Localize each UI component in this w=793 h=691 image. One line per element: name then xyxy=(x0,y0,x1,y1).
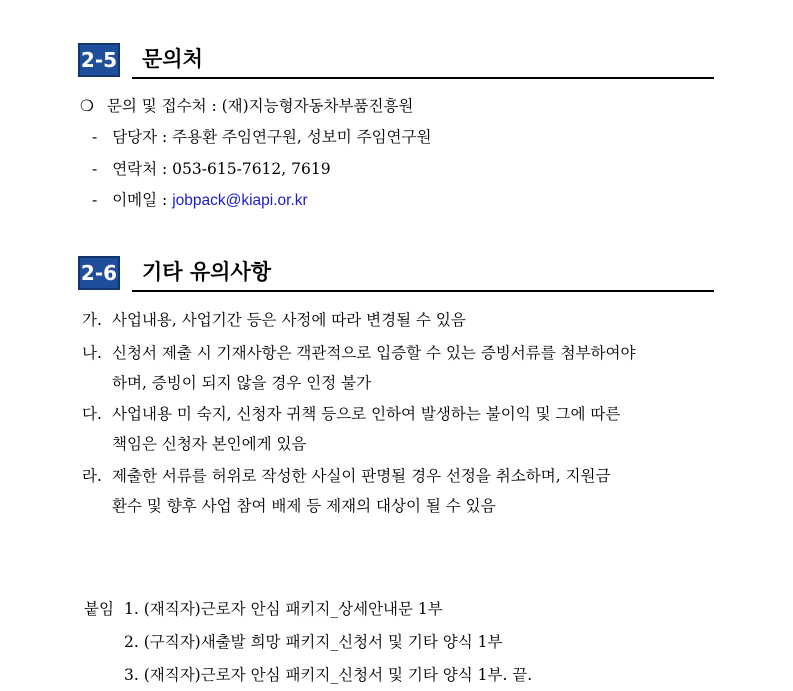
section-header-2-6 xyxy=(78,256,714,290)
note-text-continued: 하며, 증빙이 되지 않을 경우 인정 불가 xyxy=(112,374,372,392)
note-marker: 나. xyxy=(82,344,102,362)
dash-bullet: - xyxy=(92,160,98,178)
attachment-item: 1. (재직자)근로자 안심 패키지_상세안내문 1부 xyxy=(124,600,443,618)
contact-phone-line xyxy=(92,158,331,180)
note-marker: 다. xyxy=(82,405,102,423)
contact-phone-text: 연락처 : 053-615-7612, 7619 xyxy=(112,160,331,178)
note-text: 사업내용 미 숙지, 신청자 귀책 등으로 인하여 발생하는 불이익 및 그에 따른 xyxy=(112,405,621,423)
contact-email-label: 이메일 : xyxy=(112,191,173,209)
section-underline xyxy=(132,290,714,292)
section-title: 문의처 xyxy=(142,47,203,71)
contact-main-line xyxy=(80,95,413,117)
note-text: 사업내용, 사업기간 등은 사정에 따라 변경될 수 있음 xyxy=(112,311,466,329)
attachment-label: 붙임 xyxy=(84,600,114,618)
section-header-2-5 xyxy=(78,43,714,77)
attachment-item: 2. (구직자)새출발 희망 패키지_신청서 및 기타 양식 1부 xyxy=(124,633,503,651)
dash-bullet: - xyxy=(92,128,98,146)
section-underline xyxy=(132,77,714,79)
dash-bullet: - xyxy=(92,191,98,209)
note-item xyxy=(82,461,722,521)
contact-email-line xyxy=(92,189,308,212)
section-number-badge: 2-6 xyxy=(78,256,120,290)
note-item xyxy=(82,305,722,335)
contact-manager-text: 담당자 : 주용환 주임연구원, 성보미 주임연구원 xyxy=(112,128,432,146)
section-number-badge: 2-5 xyxy=(78,43,120,77)
attachment-item: 3. (재직자)근로자 안심 패키지_신청서 및 기타 양식 1부. 끝. xyxy=(124,666,533,684)
note-marker: 가. xyxy=(82,311,102,329)
note-marker: 라. xyxy=(82,467,102,485)
note-text: 제출한 서류를 허위로 작성한 사실이 판명될 경우 선정을 취소하며, 지원금 xyxy=(112,467,611,485)
section-title: 기타 유의사항 xyxy=(142,260,272,284)
note-item xyxy=(82,399,722,459)
note-item xyxy=(82,338,722,398)
note-text-continued: 환수 및 향후 사업 참여 배제 등 제재의 대상이 될 수 있음 xyxy=(112,497,496,515)
contact-main-text: 문의 및 접수처 : (재)지능형자동차부품진흥원 xyxy=(106,97,414,115)
note-text-continued: 책임은 신청자 본인에게 있음 xyxy=(112,435,307,453)
contact-manager-line xyxy=(92,126,431,148)
circle-bullet-icon: ❍ xyxy=(80,97,94,115)
contact-email-link[interactable]: jobpack@kiapi.or.kr xyxy=(172,192,308,209)
note-text: 신청서 제출 시 기재사항은 객관적으로 입증할 수 있는 증빙서류를 첨부하여야 xyxy=(112,344,636,362)
